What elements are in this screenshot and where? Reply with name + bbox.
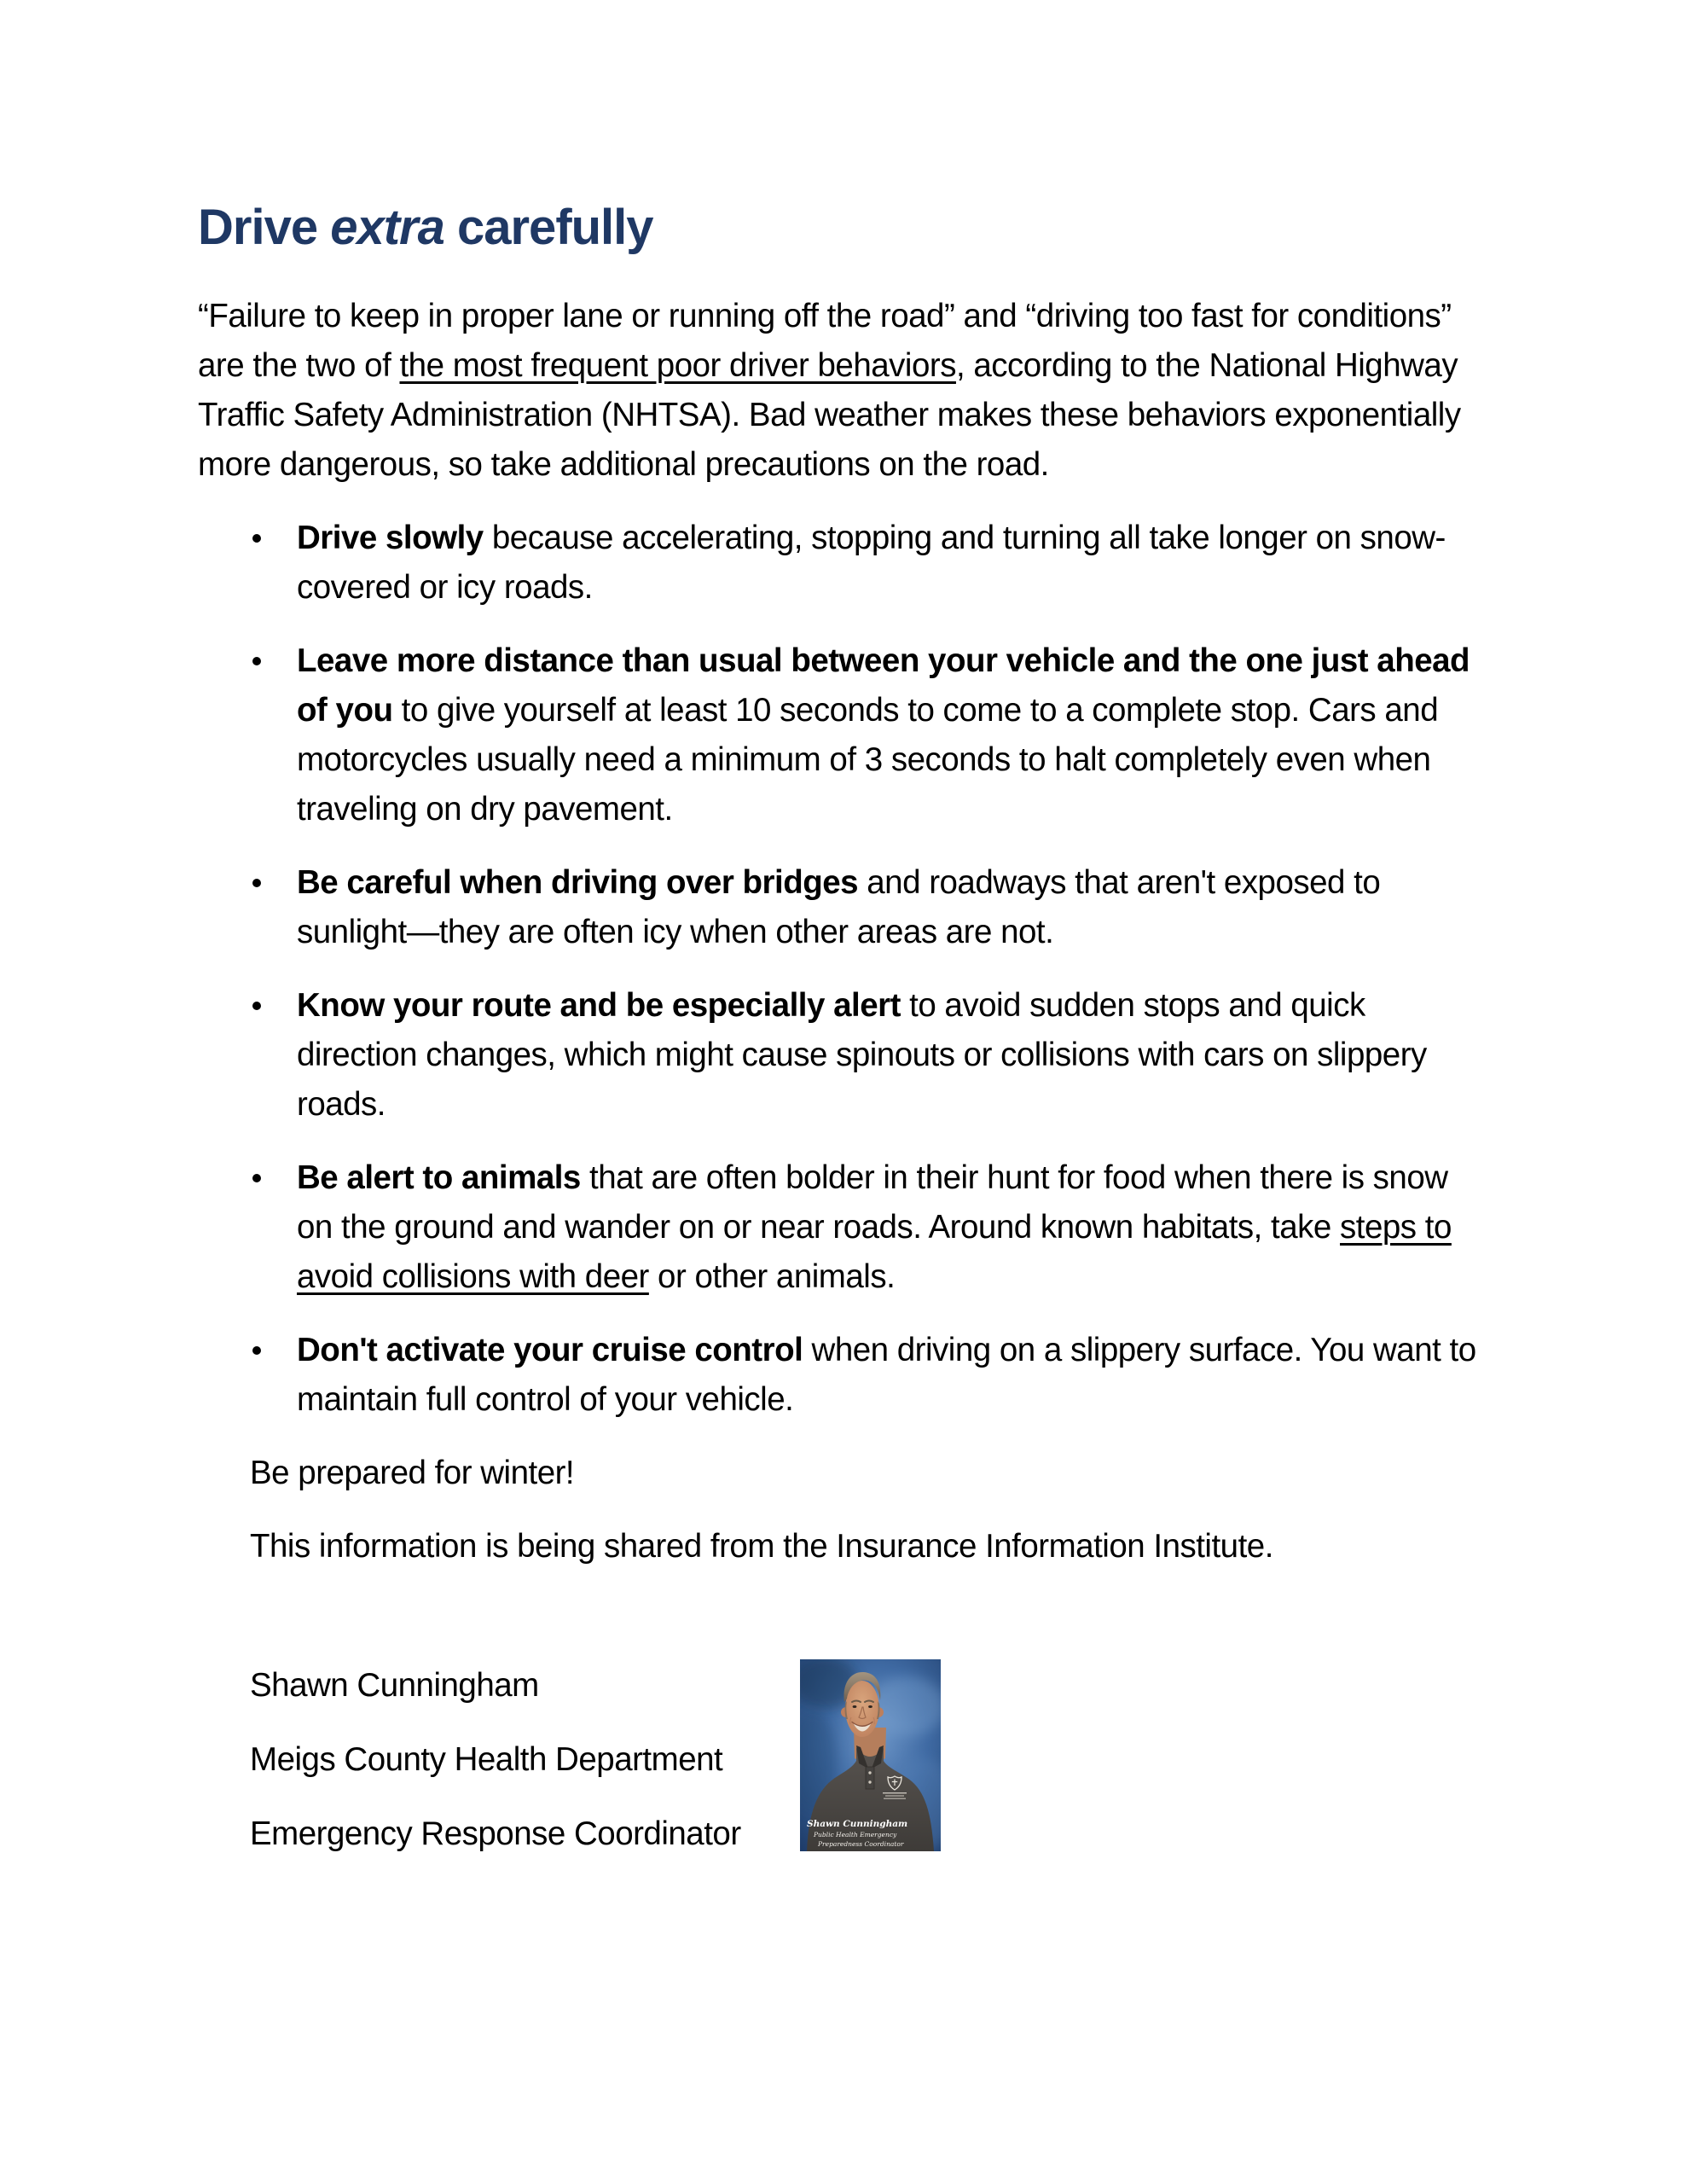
portrait-photo [800, 1659, 941, 1851]
tip-bold-lead: Be careful when driving over bridges [297, 864, 859, 901]
photo-caption-name: Shawn Cunningham [807, 1819, 908, 1829]
link-frequent-poor-driver-behaviors[interactable]: the most frequent poor driver behaviors [399, 347, 956, 384]
tip-bold-lead: Know your route and be especially alert [297, 987, 901, 1024]
signature-name: Shawn Cunningham [250, 1667, 539, 1704]
list-item-animals [251, 1153, 1486, 1302]
photo-caption-role2: Preparedness Coordinator [818, 1840, 904, 1848]
photo-caption-role1: Public Health Emergency [814, 1831, 897, 1838]
title-text-end: carefully [443, 200, 653, 255]
list-item-leave-distance [251, 636, 1486, 834]
signature-block [250, 1661, 1486, 1866]
tip-bold-lead: Leave more distance than usual between your vehicle and the one just ahead of you [297, 642, 1470, 729]
tip-bold-lead: Be alert to animals [297, 1159, 581, 1196]
title-italic-word: extra [330, 200, 444, 255]
tip-text: that are often bolder in their hunt for food when there is snow on the ground and wander on or near roads. Around known habitats, take [297, 1159, 1448, 1246]
closing-line-source: This information is being shared from the Insurance Information Institute. [250, 1528, 1273, 1565]
intro-text-end: , according to the National Highway Traffic Safety Administration (NHTSA). Bad weather makes these behaviors exponentially more dangerous, so take additional precautions on the road. [198, 347, 1461, 483]
tip-text: and roadways that aren't exposed to sunlight—they are often icy when other areas are not. [297, 864, 1381, 950]
list-item-know-route [251, 981, 1486, 1130]
list-item-bridges [251, 858, 1486, 957]
list-item-cruise-control [251, 1326, 1486, 1425]
tip-text: because accelerating, stopping and turning all take longer on snow-covered or icy roads. [297, 520, 1446, 606]
closing-line-winter: Be prepared for winter! [250, 1455, 575, 1491]
document-content [198, 200, 1486, 1866]
safety-tips-list [251, 514, 1486, 1425]
tip-text: to avoid sudden stops and quick direction changes, which might cause spinouts or collisions with cars on slippery roads. [297, 987, 1427, 1123]
intro-text: “Failure to keep in proper lane or running off the road” and “driving too fast for conditions” are the two of [198, 298, 1452, 384]
title-text: Drive [198, 200, 331, 255]
intro-paragraph [198, 292, 1486, 490]
list-item-drive-slowly [251, 514, 1486, 613]
page-title [198, 200, 1486, 255]
tip-bold-lead: Don't activate your cruise control [297, 1332, 803, 1368]
link-avoid-deer-collisions[interactable]: steps to avoid collisions with deer [297, 1209, 1452, 1295]
tip-bold-lead: Drive slowly [297, 520, 484, 556]
signature-role: Emergency Response Coordinator [250, 1815, 741, 1852]
tip-text: when driving on a slippery surface. You want to maintain full control of your vehicle. [297, 1332, 1476, 1418]
signature-org: Meigs County Health Department [250, 1741, 723, 1778]
tip-text-end: or other animals. [648, 1258, 896, 1295]
tip-text: to give yourself at least 10 seconds to come to a complete stop. Cars and motorcycles usually need a minimum of 3 seconds to halt completely even when traveling on dry pavement. [297, 692, 1439, 828]
